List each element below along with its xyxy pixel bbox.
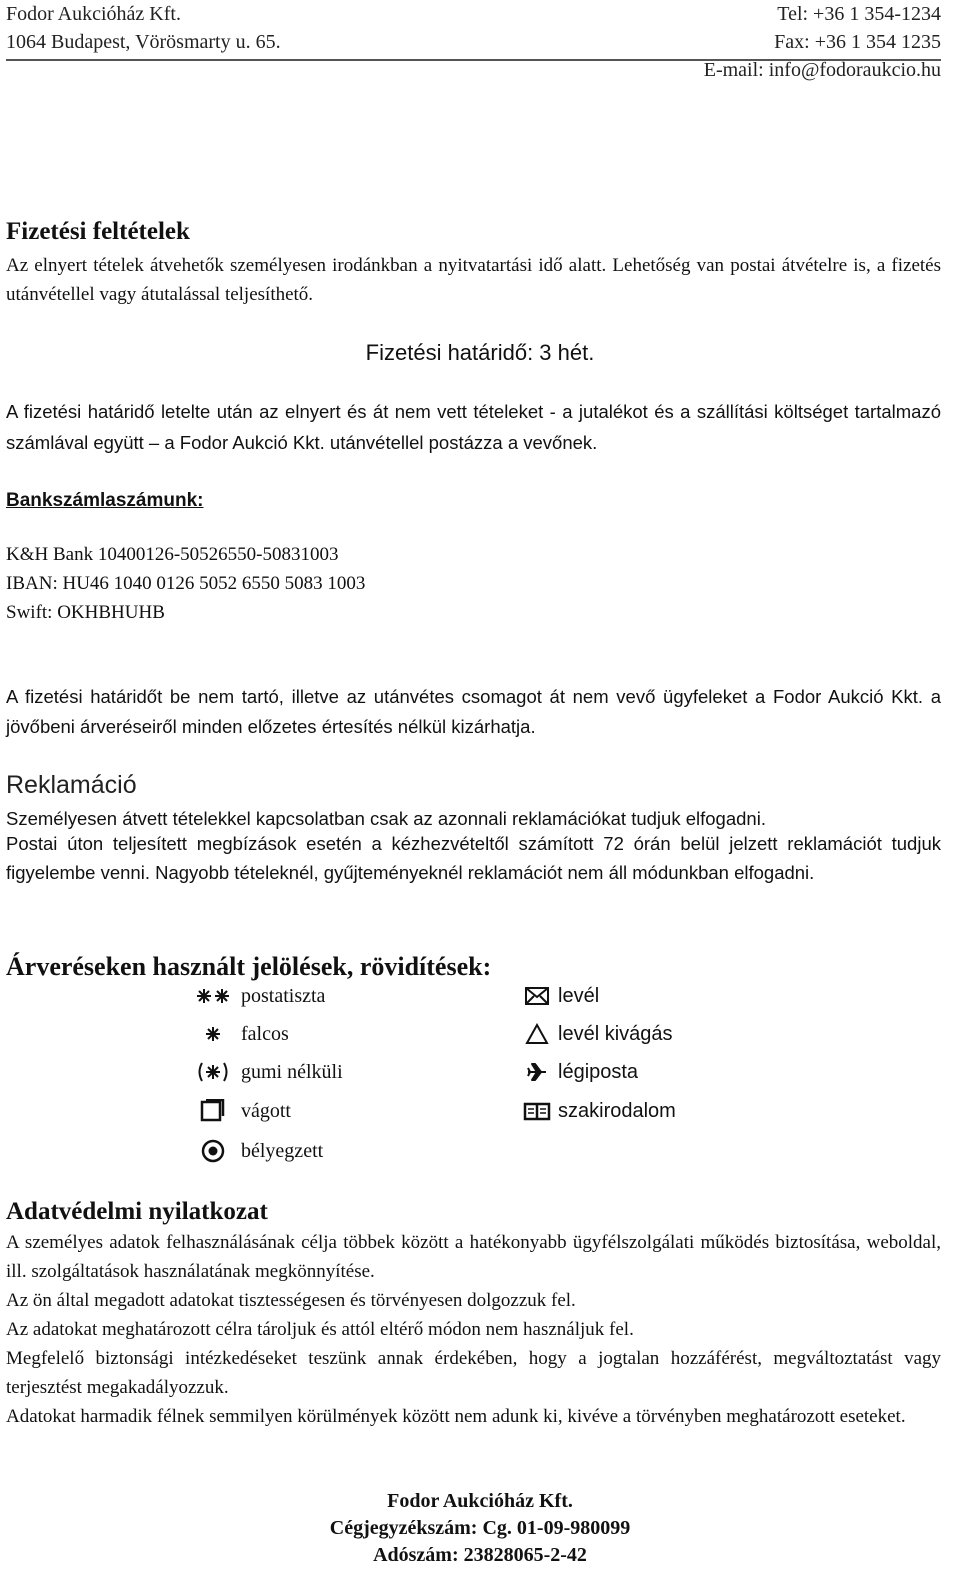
fax-number: Fax: +36 1 354 1235 [774,31,941,53]
book-icon [520,1097,554,1125]
footer-tax-number: Adószám: 23828065-2-42 [373,1544,587,1566]
payment-deadline: Fizetési határidő: 3 hét. [365,340,595,365]
privacy-paragraph-1: A személyes adatok felhasználásának célja többek között a hatékonyabb ügyfélszolgálati működés biztosítása, weboldal, ill. szolgáltatások használatának megkönnyítése. [6,1232,941,1282]
triangle-icon [520,1020,554,1048]
envelope-icon [520,982,554,1010]
company-address: 1064 Budapest, Vörösmarty u. 65. [6,31,281,53]
airplane-icon [520,1058,554,1086]
legend-label: gumi nélküli [241,1061,343,1083]
parenthesized-asterisk-icon [196,1058,230,1086]
payment-intro: Az elnyert tételek átvehetők személyesen irodánkban a nyitvatartási idő alatt. Lehetőség van postai átvételre is, a fizetés utánvétellel vagy átutalással teljesíthető. [6,255,941,305]
privacy-paragraph-5: Adatokat harmadik félnek semmilyen körülmények között nem adunk ki, kivéve a törvényben meghatározott eseteket. [6,1406,906,1427]
legend-label: légiposta [558,1061,639,1083]
bank-swift: Swift: OKHBHUHB [6,602,165,623]
legend-label: falcos [241,1023,289,1045]
footer-company: Fodor Aukcióház Kft. [387,1490,573,1512]
bank-account: K&H Bank 10400126-50526550-50831003 [6,544,339,565]
email-address: E-mail: info@fodoraukcio.hu [703,59,941,81]
bank-iban: IBAN: HU46 1040 0126 5052 6550 5083 1003 [6,573,366,594]
privacy-paragraph-2: Az ön által megadott adatokat tisztességesen és törvényesen dolgozzuk fel. [6,1290,576,1311]
legend-label: szakirodalom [558,1100,676,1122]
footer-registry: Cégjegyzékszám: Cg. 01-09-980099 [329,1517,631,1539]
payment-after-deadline: A fizetési határidő letelte után az elnyert és át nem vett tételeket - a jutalékot és a szállítási költséget tartalmazó számlával együtt – a Fodor Aukció Kkt. utánvétellel postázza a vevőnek. [6,401,941,453]
bank-title: Bankszámlaszámunk: [6,490,204,511]
legend-label: bélyegzett [241,1140,324,1162]
double-asterisk-icon [196,982,230,1010]
phone-number: Tel: +36 1 354-1234 [777,3,941,25]
company-name: Fodor Aukcióház Kft. [6,3,181,25]
complaint-title: Reklamáció [6,771,137,799]
payment-exclusion: A fizetési határidőt be nem tartó, illetve az utánvétes csomagot át nem vevő ügyfeleket a Fodor Aukció Kkt. a jövőbeni árveréseiről minden előzetes értesítés nélkül kizárhatja. [6,686,941,737]
complaint-line-1: Személyesen átvett tételekkel kapcsolatban csak az azonnali reklamációkat tudjuk elfogadni. [6,808,766,829]
complaint-line-2: Postai úton teljesített megbízások esetén a kézhezvételtől számított 72 órán belül jelzett reklamációt tudjuk figyelembe venni. Nagyobb tételeknél, gyűjteményeknél reklamációt nem áll módunkban elfogadni. [6,833,941,883]
legend-label: levél kivágás [558,1023,673,1045]
square-icon [196,1097,230,1125]
circled-dot-icon [196,1137,230,1165]
legend-label: postatiszta [241,985,326,1007]
asterisk-icon [196,1020,230,1048]
legend-label: vágott [241,1100,291,1122]
privacy-paragraph-3: Az adatokat meghatározott célra tároljuk és attól eltérő módon nem használjuk fel. [6,1319,634,1340]
letterhead [6,0,941,81]
legend-label: levél [558,985,600,1007]
privacy-paragraph-4: Megfelelő biztonsági intézkedéseket teszünk annak érdekében, hogy a jogtalan hozzáférést, megváltoztatást vagy terjesztést megakadályozzuk. [6,1348,941,1398]
legend-title: Árveréseken használt jelölések, rövidítések: [6,952,492,981]
privacy-title: Adatvédelmi nyilatkozat [6,1198,268,1225]
payment-title: Fizetési feltételek [6,218,190,245]
